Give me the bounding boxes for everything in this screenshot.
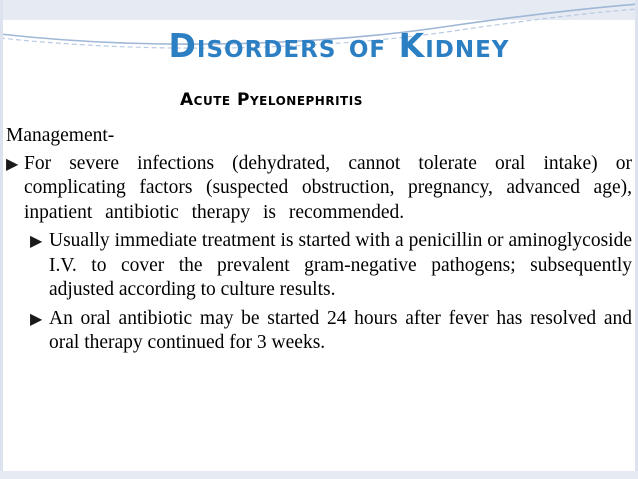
bullet-item <box>6 152 632 226</box>
sub-bullet-item <box>6 307 632 356</box>
sub-bullet-text: Usually immediate treatment is started with a penicillin or aminoglycoside I.V. to cover the prevalent gram-negative pathogens; subsequently adjusted according to culture results. <box>49 230 632 300</box>
slide-left-border <box>0 0 3 479</box>
slide-bottom-band <box>0 471 638 479</box>
slide-subtitle: Acute Pyelonephritis <box>180 90 363 110</box>
sub-bullet-text: An oral antibiotic may be started 24 hours after fever has resolved and oral therapy continued for 3 weeks. <box>49 307 632 353</box>
slide-title: Disorders of Kidney <box>168 26 510 65</box>
sub-bullet-item <box>6 229 632 303</box>
bullet-text: For severe infections (dehydrated, cannot tolerate oral intake) or complicating factors (suspected obstruction, pregnancy, advanced age), inpatient antibiotic therapy is recommended. <box>24 152 632 223</box>
bullet-icon: ▶ <box>6 155 19 173</box>
bullet-icon: ▶ <box>30 233 43 250</box>
bullet-icon: ▶ <box>30 310 43 328</box>
slide-body <box>6 124 632 356</box>
section-heading: Management- <box>6 125 115 146</box>
